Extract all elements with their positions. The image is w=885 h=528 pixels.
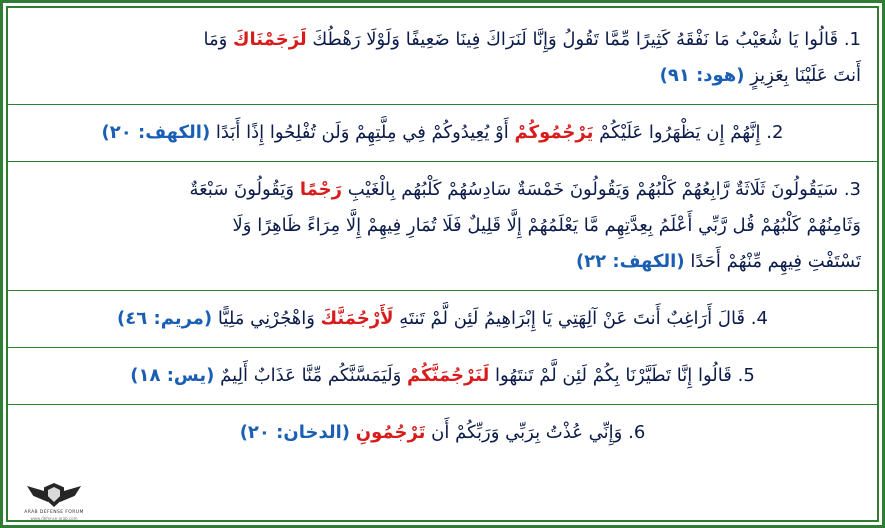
verse-row	[8, 348, 877, 405]
verse-reference: (يس: ١٨)	[130, 365, 215, 386]
verse-text-cont: وَلَيَمَسَّنَّكُم مِّنَّا عَذَابٌ أَلِيمٌ	[220, 365, 402, 386]
watermark-title: ARAB DEFENSE FORUM	[24, 510, 84, 515]
verse-text-line2: أَنتَ عَلَيْنَا بِعَزِيزٍ	[750, 65, 861, 86]
verse-text-cont: وَاهْجُرْنِي مَلِيًّا	[217, 308, 315, 329]
verse-row	[8, 405, 877, 461]
verse-highlight: رَجْمًا	[299, 179, 343, 200]
verse-text: سَيَقُولُونَ ثَلَاثَةٌ رَّابِعُهُمْ كَلْبُهُمْ وَيَقُولُونَ خَمْسَةٌ سَادِسُهُمْ كَلْبُهُم بِالْغَيْبِ	[347, 179, 839, 200]
verse-highlight: تَرْجُمُونِ	[355, 422, 426, 443]
watermark-subtitle: www.defense-arab.com	[30, 516, 78, 521]
verse-reference: (الكهف: ٢٠)	[101, 122, 211, 143]
verse-row	[8, 162, 877, 291]
verse-text: وَإِنِّي عُذْتُ بِرَبِّي وَرَبِّكُمْ أَن	[431, 422, 623, 443]
verse-number: 3.	[843, 179, 861, 200]
verse-text: قَالُوا يَا شُعَيْبُ مَا نَفْقَهُ كَثِيرًا مِّمَّا تَقُولُ وَإِنَّا لَنَرَاكَ فِينَا ضَعِيفًا وَلَوْلَا رَهْطُكَ	[312, 29, 839, 50]
verse-number: 5.	[737, 365, 755, 386]
verse-highlight: يَرْجُمُوكُمْ	[514, 122, 594, 143]
verse-text: إِنَّهُمْ إِن يَظْهَرُوا عَلَيْكُمْ	[599, 122, 761, 143]
verse-reference: (الكهف: ٢٢)	[575, 251, 685, 272]
verse-number: 6.	[628, 422, 646, 443]
verse-text: قَالَ أَرَاغِبٌ أَنتَ عَنْ آلِهَتِي يَا إِبْرَاهِيمُ لَئِن لَّمْ تَنتَهِ	[399, 308, 746, 329]
verse-reference: (الدخان: ٢٠)	[239, 422, 351, 443]
verse-row	[8, 291, 877, 348]
verse-highlight: لَأَرْجُمَنَّكَ	[320, 308, 394, 329]
verse-highlight: لَنَرْجُمَنَّكُمْ	[407, 365, 490, 386]
verse-number: 2.	[766, 122, 784, 143]
verse-highlight: لَرَجَمْنَاكَ	[233, 29, 307, 50]
verse-text-cont: وَمَا	[203, 29, 228, 50]
verse-text-cont: أَوْ يُعِيدُوكُمْ فِي مِلَّتِهِمْ وَلَن تُفْلِحُوا إِذًا أَبَدًا	[215, 122, 509, 143]
verse-reference: (هود: ٩١)	[659, 65, 745, 86]
document-border-frame	[6, 6, 879, 522]
verse-text-line2: وَثَامِنُهُمْ كَلْبُهُمْ قُل رَّبِّي أَعْلَمُ بِعِدَّتِهِم مَّا يَعْلَمُهُمْ إِلَّا قَلِيلٌ فَلَا تُمَارِ فِيهِمْ إِلَّا مِرَاءً ظَاهِرًا وَلَا	[232, 215, 861, 236]
watermark-logo	[11, 479, 97, 521]
verse-row	[8, 105, 877, 162]
verse-text-cont: وَيَقُولُونَ سَبْعَةٌ	[189, 179, 295, 200]
verse-number: 4.	[750, 308, 768, 329]
verse-reference: (مريم: ٤٦)	[117, 308, 213, 329]
verse-text-line3: تَسْتَفْتِ فِيهِم مِّنْهُمْ أَحَدًا	[690, 251, 861, 272]
verse-number: 1.	[843, 29, 861, 50]
verse-text: قَالُوا إِنَّا تَطَيَّرْنَا بِكُمْ لَئِن لَّمْ تَنتَهُوا	[495, 365, 732, 386]
verse-row	[8, 8, 877, 105]
eagle-shield-icon	[27, 483, 81, 509]
